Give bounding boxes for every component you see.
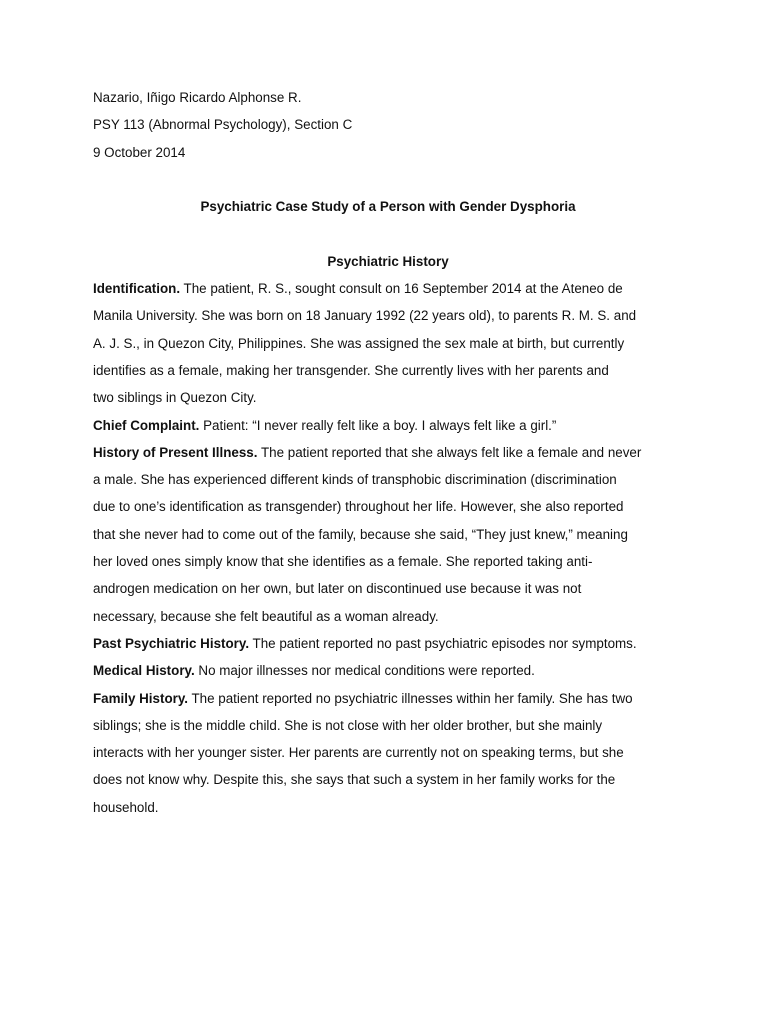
chief-complaint-label: Chief Complaint. <box>93 417 200 433</box>
family-history-line-3: interacts with her younger sister. Her parents are currently not on speaking terms, but she <box>93 745 624 761</box>
document-page <box>93 84 683 821</box>
present-illness-line-4: that she never had to come out of the family, because she said, “They just knew,” meaning <box>93 526 628 542</box>
present-illness-line-7: necessary, because she felt beautiful as a woman already. <box>93 608 439 624</box>
chief-complaint-text: Patient: “I never really felt like a boy. I always felt like a girl.” <box>199 417 557 433</box>
family-history-line-4: does not know why. Despite this, she says that such a system in her family works for the <box>93 772 616 788</box>
course-info: PSY 113 (Abnormal Psychology), Section C <box>93 117 353 133</box>
medical-history-text: No major illnesses nor medical conditions were reported. <box>194 663 535 679</box>
present-illness-line-2: a male. She has experienced different kinds of transphobic discrimination (discrimination <box>93 472 617 488</box>
present-illness-line-1: The patient reported that she always felt like a female and never <box>257 444 642 460</box>
medical-history-paragraph <box>93 657 683 684</box>
family-history-paragraph <box>93 685 683 821</box>
past-psychiatric-label: Past Psychiatric History. <box>93 635 250 651</box>
identification-line-1: The patient, R. S., sought consult on 16 September 2014 at the Ateneo de <box>180 281 623 297</box>
section-heading: Psychiatric History <box>327 253 449 269</box>
present-illness-line-6: androgen medication on her own, but later on discontinued use because it was not <box>93 581 582 597</box>
identification-paragraph <box>93 275 683 411</box>
medical-history-label: Medical History. <box>93 663 195 679</box>
identification-label: Identification. <box>93 281 181 297</box>
document-date: 9 October 2014 <box>93 144 186 160</box>
present-illness-line-5: her loved ones simply know that she identifies as a female. She reported taking anti- <box>93 554 593 570</box>
family-history-line-2: siblings; she is the middle child. She is not close with her older brother, but she mainly <box>93 717 603 733</box>
present-illness-label: History of Present Illness. <box>93 444 258 460</box>
present-illness-paragraph <box>93 439 683 630</box>
identification-line-2: Manila University. She was born on 18 January 1992 (22 years old), to parents R. M. S. and <box>93 308 637 324</box>
present-illness-line-3: due to one’s identification as transgender) throughout her life. However, she also reported <box>93 499 624 515</box>
family-history-line-1: The patient reported no psychiatric illnesses within her family. She has two <box>188 690 633 706</box>
identification-line-5: two siblings in Quezon City. <box>93 390 257 406</box>
family-history-line-5: household. <box>93 799 159 815</box>
family-history-label: Family History. <box>93 690 189 706</box>
document-title: Psychiatric Case Study of a Person with Gender Dysphoria <box>200 199 576 215</box>
past-psychiatric-text: The patient reported no past psychiatric episodes nor symptoms. <box>249 635 637 651</box>
chief-complaint-paragraph <box>93 412 683 439</box>
past-psychiatric-paragraph <box>93 630 683 657</box>
author-name: Nazario, Iñigo Ricardo Alphonse R. <box>93 90 302 105</box>
identification-line-4: identifies as a female, making her transgender. She currently lives with her parents and <box>93 362 609 378</box>
identification-line-3: A. J. S., in Quezon City, Philippines. She was assigned the sex male at birth, but currently <box>93 335 625 351</box>
